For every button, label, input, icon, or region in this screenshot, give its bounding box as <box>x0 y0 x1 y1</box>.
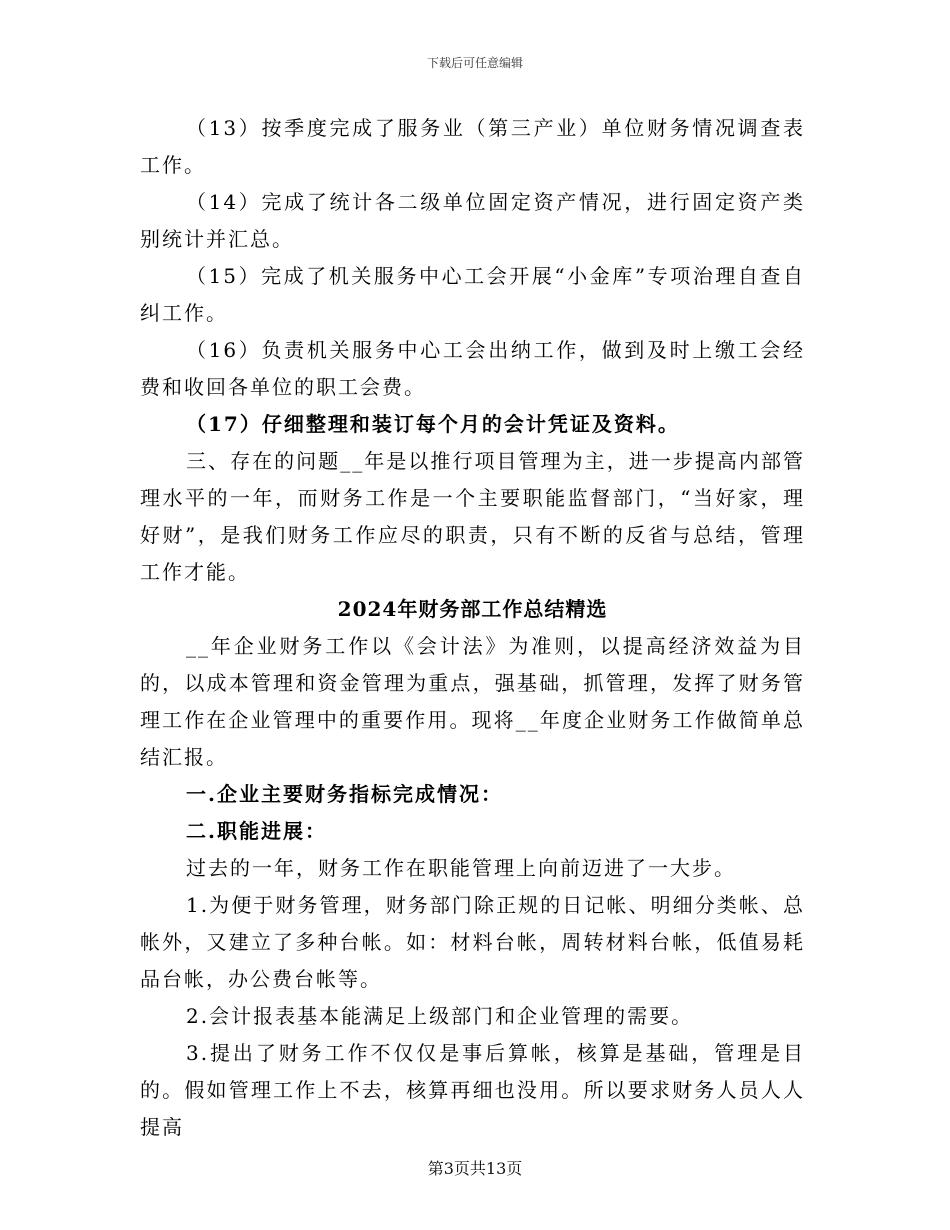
page-footer: 第3页共13页 <box>427 1159 523 1178</box>
paragraph-progress: 过去的一年，财务工作在职能管理上向前迈进了一大步。 <box>186 856 736 880</box>
heading-1: 一.企业主要财务指标完成情况： <box>186 782 503 806</box>
page-header: 下载后可任意编辑 <box>426 56 523 70</box>
document-body <box>140 110 805 1146</box>
paragraph-17: （17）仔细整理和装订每个月的会计凭证及资料。 <box>186 412 680 436</box>
section-title: 2024年财务部工作总结精选 <box>337 597 608 621</box>
paragraph-item-1: 1.为便于财务管理，财务部门除正规的日记帐、明细分类帐、总帐外，又建立了多种台帐。如：材料台帐，周转材料台帐，低值易耗品台帐，办公费台帐等。 <box>140 893 805 991</box>
paragraph-intro: __年企业财务工作以《会计法》为准则，以提高经济效益为目的，以成本管理和资金管理为重点，强基础，抓管理，发挥了财务管理工作在企业管理中的重要作用。现将__年度企业财务工作做简单总结汇报。 <box>140 634 805 769</box>
paragraph-item-3: 3.提出了财务工作不仅仅是事后算帐，核算是基础，管理是目的。假如管理工作上不去，核算再细也没用。所以要求财务人员人人提高 <box>140 1041 805 1139</box>
paragraph-problems: 三、存在的问题__年是以推行项目管理为主，进一步提高内部管理水平的一年，而财务工作是一个主要职能监督部门，“当好家，理好财”，是我们财务工作应尽的职责，只有不断的反省与总结，管理工作才能。 <box>140 449 805 584</box>
paragraph-15: （15）完成了机关服务中心工会开展“小金库”专项治理自查自纠工作。 <box>140 264 805 325</box>
paragraph-16: （16）负责机关服务中心工会出纳工作，做到及时上缴工会经费和收回各单位的职工会费。 <box>140 338 805 399</box>
paragraph-14: （14）完成了统计各二级单位固定资产情况，进行固定资产类别统计并汇总。 <box>140 190 805 251</box>
paragraph-13: （13）按季度完成了服务业（第三产业）单位财务情况调查表工作。 <box>140 116 805 177</box>
heading-2: 二.职能进展： <box>186 819 327 843</box>
paragraph-item-2: 2.会计报表基本能满足上级部门和企业管理的需要。 <box>186 1004 694 1028</box>
